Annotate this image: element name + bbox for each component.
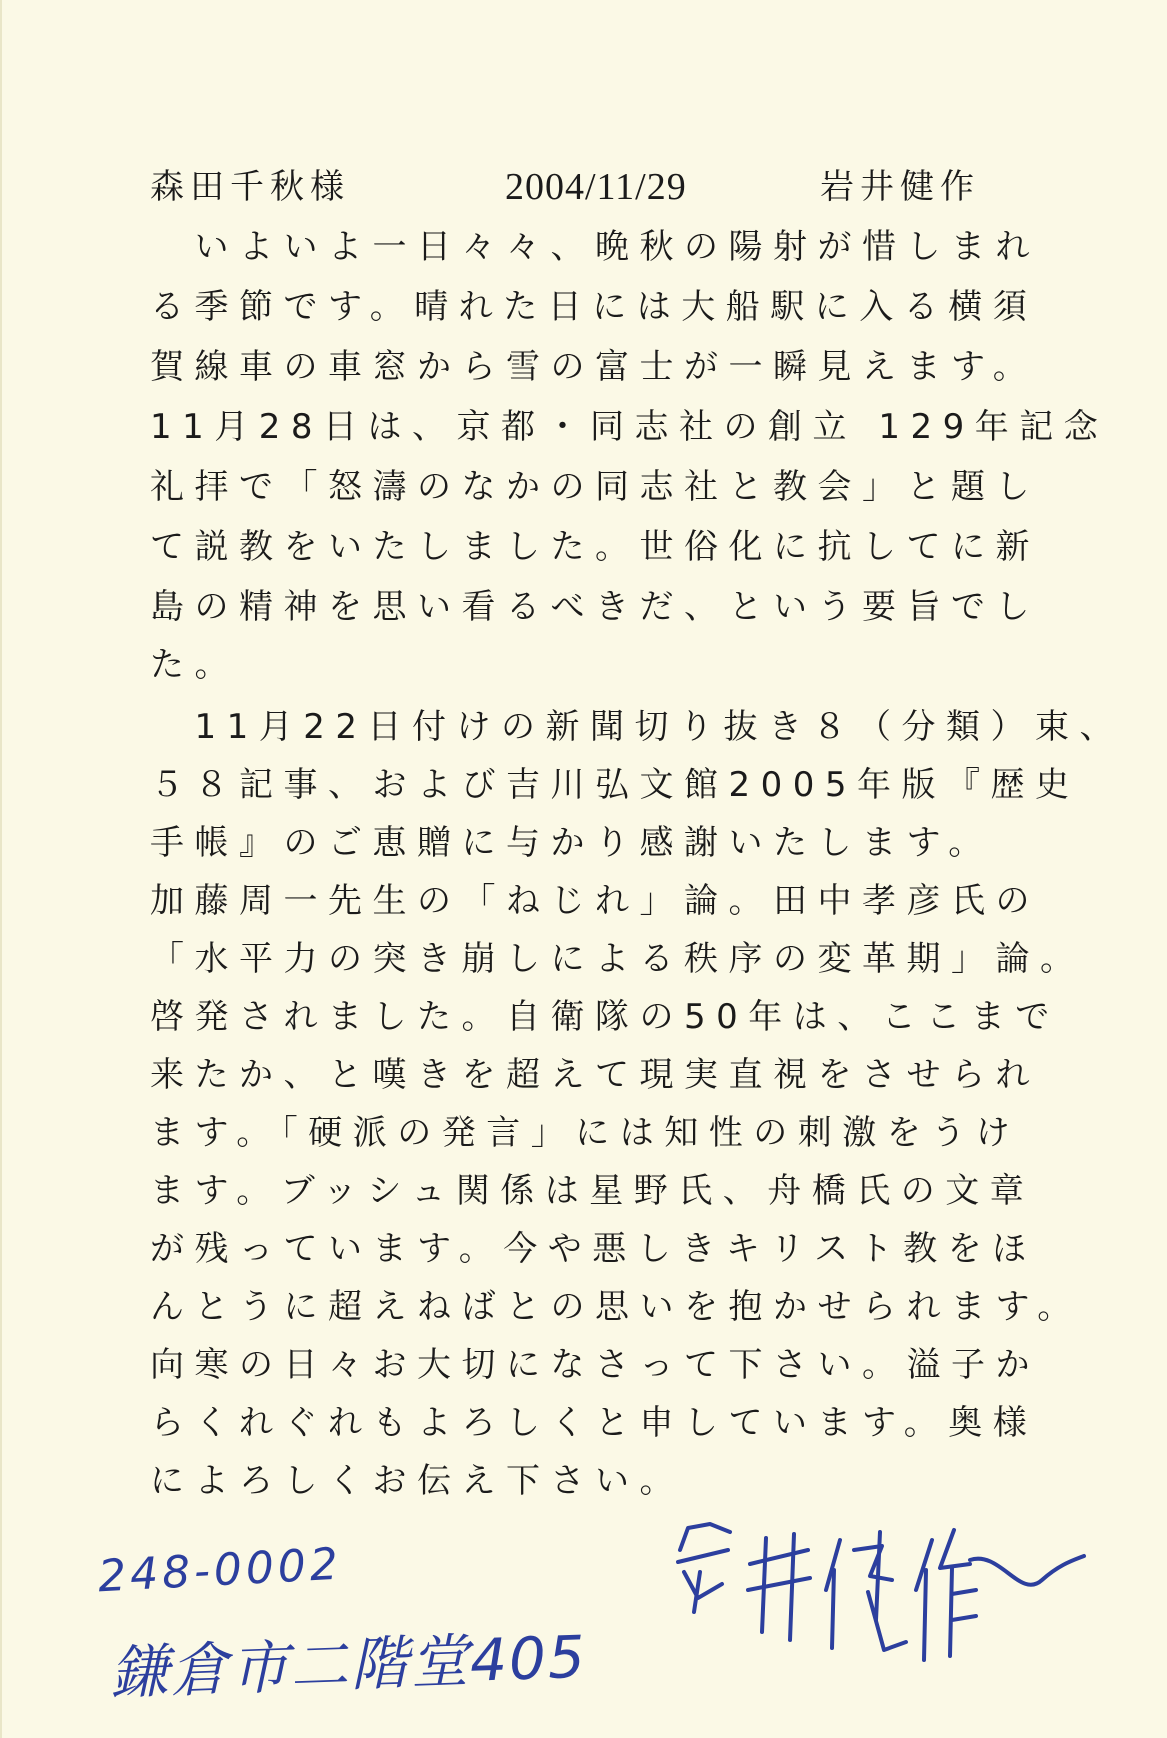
letter-line: が残っています。今や悪しきキリスト教をほ [150, 1229, 1037, 1269]
letter-line: る季節です。晴れた日には大船駅に入る横須 [150, 287, 1038, 327]
letter-line: た。 [150, 645, 239, 685]
letter-line: 啓発されました。自衛隊の50年は、ここまで [150, 997, 1060, 1037]
letter-line: ます。ブッシュ関係は星野氏、舟橋氏の文章 [150, 1171, 1035, 1211]
letter-line: らくれぐれもよろしくと申しています。奥様 [150, 1403, 1038, 1443]
recipient-name: 森田千秋様 [150, 167, 350, 207]
letter-line: 11月22日付けの新聞切り抜き８（分類）束、 [150, 707, 1125, 747]
letter-line: いよいよ一日々々、晩秋の陽射が惜しまれ [150, 227, 1040, 267]
handwritten-postal-code: 248-0002 [96, 1538, 344, 1603]
handwritten-signature [670, 1520, 1090, 1670]
letter-date: 2004/11/29 [505, 166, 687, 208]
letter-line: て説教をいたしました。世俗化に抗してに新 [150, 527, 1040, 567]
letter-line: 賀線車の車窓から雪の富士が一瞬見えます。 [150, 347, 1038, 387]
letter-line: によろしくお伝え下さい。 [150, 1461, 684, 1501]
letter-line: ５８記事、および吉川弘文館2005年版『歴史 [150, 765, 1080, 805]
letter-line: 来たか、と嘆きを超えて現実直視をさせられ [150, 1055, 1040, 1095]
letter-line: ます。「硬派の発言」には知性の刺激をうけ [150, 1113, 1021, 1153]
letter-line: 島の精神を思い看るべきだ、という要旨でし [150, 587, 1040, 627]
letter-line: 11月28日は、京都・同志社の創立 129年記念 [150, 407, 1109, 447]
letter-line: んとうに超えねばとの思いを抱かせられます。 [150, 1287, 1082, 1327]
handwritten-address: 鎌倉市二階堂405 [109, 1622, 588, 1708]
letter-line: 向寒の日々お大切になさって下さい。溢子か [150, 1345, 1040, 1385]
letter-line: 「水平力の突き崩しによる秩序の変革期」論。 [150, 939, 1085, 979]
letter-line: 礼拝で「怒濤のなかの同志社と教会」と題し [150, 467, 1040, 507]
letter-line: 手帳』のご恵贈に与かり感謝いたします。 [150, 823, 993, 863]
author-name: 岩井健作 [820, 167, 980, 207]
letter-line: 加藤周一先生の「ねじれ」論。田中孝彦氏の [150, 881, 1040, 921]
